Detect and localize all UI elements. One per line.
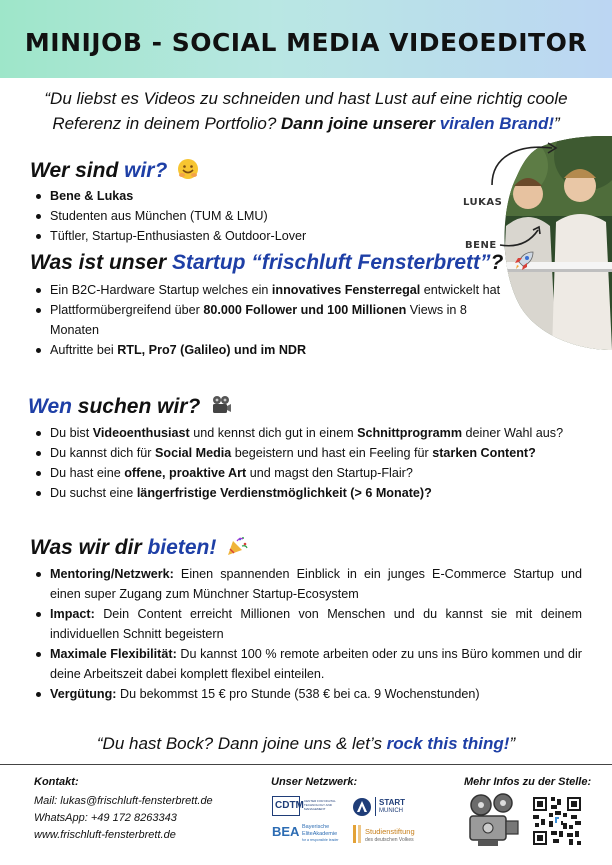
startup-item-text: Views in 8 Monaten xyxy=(50,303,467,337)
who-item-bold: Bene & Lukas xyxy=(50,189,134,203)
start-munich-icon xyxy=(352,797,372,817)
pointer-arrows xyxy=(470,130,580,260)
startup-heading xyxy=(30,250,535,278)
intro-quote xyxy=(20,86,592,136)
qr-code[interactable] xyxy=(531,795,583,847)
who-list xyxy=(34,186,474,246)
offer-item-bold: Maximale Flexibilität: xyxy=(50,647,177,661)
wanted-heading-post: suchen wir? xyxy=(71,395,201,418)
studienstiftung-text: Studienstiftung xyxy=(365,827,415,836)
intro-bold: Dann joine unserer xyxy=(281,114,440,133)
rocket-icon xyxy=(513,250,535,278)
wanted-item-bold: starken Content? xyxy=(432,446,536,460)
closing-quote xyxy=(20,734,592,754)
intro-end: ” xyxy=(554,114,560,133)
list-item xyxy=(34,340,504,360)
bea-logo-subtext-1: Bayerische xyxy=(302,824,330,830)
start-munich-subtext: MUNICH xyxy=(379,808,403,814)
startup-heading-pre: Was ist unser xyxy=(30,251,172,274)
cdtm-logo-text: CDTM xyxy=(275,800,304,811)
who-heading xyxy=(30,158,199,186)
list-item xyxy=(34,564,582,604)
bea-logo-subtext-2: EliteAkademie xyxy=(302,831,338,837)
startup-item-text: Plattformübergreifend über xyxy=(50,303,204,317)
more-info-label: Mehr Infos zu der Stelle: xyxy=(464,776,592,788)
start-munich-logo xyxy=(352,795,412,819)
startup-heading-end: ? xyxy=(490,251,504,274)
photo-label-bene: BENE xyxy=(465,240,497,251)
photo-label-lukas: LUKAS xyxy=(463,197,503,208)
startup-item-bold: 80.000 Follower und 100 Millionen xyxy=(203,303,407,317)
list-item xyxy=(34,280,504,300)
wanted-heading-highlight: Wen xyxy=(28,395,72,418)
wanted-item-text: Du hast eine xyxy=(50,466,125,480)
wanted-item-text: Du bist xyxy=(50,426,93,440)
list-item xyxy=(34,186,474,206)
wanted-item-bold: längerfristige Verdienstmöglichkeit (> 6 Monate)? xyxy=(136,486,432,500)
projector-icon xyxy=(466,793,520,849)
startup-item-bold: RTL, Pro7 (Galileo) und im NDR xyxy=(117,343,307,357)
list-item xyxy=(34,423,594,443)
party-popper-icon xyxy=(226,535,248,563)
wanted-item-bold: Videoenthusiast xyxy=(92,426,190,440)
who-item-text: Tüftler, Startup-Enthusiasten & Outdoor-Lover xyxy=(50,229,307,243)
offer-item-bold: Mentoring/Netzwerk: xyxy=(50,567,174,581)
list-item xyxy=(34,684,582,704)
startup-item-bold: innovatives Fensterregal xyxy=(271,283,421,297)
startup-item-text: Ein B2C-Hardware Startup welches ein xyxy=(50,283,272,297)
list-item xyxy=(34,206,474,226)
closing-pre: “Du hast Bock? Dann joine uns & let’s xyxy=(96,734,387,753)
closing-end: ” xyxy=(509,734,516,753)
offer-item-text: Du bekommst 15 € pro Stunde (538 € bei ca. 9 Wochenstunden) xyxy=(116,687,480,701)
wanted-item-text: deiner Wahl aus? xyxy=(462,426,564,440)
contact-label: Kontakt: xyxy=(34,776,79,788)
network-label: Unser Netzwerk: xyxy=(271,776,358,788)
startup-item-text: entwickelt hat xyxy=(420,283,501,297)
cdtm-logo xyxy=(272,796,342,818)
wanted-item-text: Du suchst eine xyxy=(50,486,137,500)
startup-heading-highlight: Startup “frischluft Fensterbrett” xyxy=(172,251,491,274)
wanted-item-text: und magst den Startup-Flair? xyxy=(246,466,413,480)
studienstiftung-logo xyxy=(352,823,422,847)
wanted-list xyxy=(34,423,594,503)
list-item xyxy=(34,226,474,246)
offer-item-text: Einen spannenden Einblick in ein junges E-Commerce Startup und einen super Zugang zum Münchner Startup-Ecosystem xyxy=(50,567,582,601)
cdtm-logo-subtext: CENTER FOR DIGITAL TECHNOLOGY AND MANAGEMENT xyxy=(304,799,336,811)
studienstiftung-icon xyxy=(352,824,362,844)
contact-mail-link[interactable]: Mail: lukas@frischluft-fensterbrett.de xyxy=(34,795,213,807)
studienstiftung-subtext: des deutschen Volkes xyxy=(365,837,414,843)
bea-logo-text: BEA xyxy=(272,824,300,839)
startup-list xyxy=(34,280,504,360)
offer-heading-highlight: bieten! xyxy=(147,536,217,559)
intro-line-1: “Du liebst es Videos zu schneiden und hast Lust auf eine richtig coole xyxy=(44,89,568,108)
smiling-face-icon xyxy=(177,158,199,186)
contact-whatsapp: WhatsApp: +49 172 8263343 xyxy=(34,812,177,824)
offer-heading xyxy=(30,535,248,563)
page-title: MINIJOB - SOCIAL MEDIA VIDEOEDITOR xyxy=(24,28,588,57)
offer-item-bold: Impact: xyxy=(50,607,95,621)
who-heading-pre: Wer sind xyxy=(30,159,125,182)
wanted-heading xyxy=(28,394,232,422)
startup-item-text: Auftritte bei xyxy=(50,343,118,357)
offer-heading-pre: Was wir dir xyxy=(30,536,148,559)
start-munich-text: START xyxy=(379,798,406,807)
wanted-item-text: begeistern und hast ein Feeling für xyxy=(231,446,433,460)
movie-camera-icon xyxy=(210,394,232,422)
who-item-text: Studenten aus München (TUM & LMU) xyxy=(50,209,268,223)
list-item xyxy=(34,443,594,463)
wanted-item-bold: Social Media xyxy=(155,446,232,460)
who-heading-highlight: wir? xyxy=(124,159,168,182)
bea-logo xyxy=(272,823,347,847)
footer-divider xyxy=(0,764,612,765)
offer-item-text: Dein Content erreicht Millionen von Menschen und du kannst sie mit deinem individuellen Schnitt begeistern xyxy=(50,607,582,641)
wanted-item-text: und kennst dich gut in einem xyxy=(189,426,358,440)
intro-line-2: Referenz in deinem Portfolio? xyxy=(52,114,281,133)
list-item xyxy=(34,300,504,340)
intro-accent: viralen Brand! xyxy=(439,114,555,133)
offer-item-text: Du kannst 100 % remote arbeiten oder zu uns ins Büro kommen und dir deine Arbeitszeit dabei komplett flexibel einteilen. xyxy=(50,647,582,681)
list-item xyxy=(34,483,594,503)
wanted-item-bold: Schnittprogramm xyxy=(357,426,463,440)
contact-website-link[interactable]: www.frischluft-fensterbrett.de xyxy=(34,829,176,841)
offer-list xyxy=(34,564,582,704)
wanted-item-text: Du kannst dich für xyxy=(50,446,155,460)
list-item xyxy=(34,604,582,644)
bea-logo-subtext-3: for a responsible leader xyxy=(302,838,339,842)
list-item xyxy=(34,463,594,483)
closing-highlight: rock this thing! xyxy=(386,734,510,753)
wanted-item-bold: offene, proaktive Art xyxy=(124,466,247,480)
list-item xyxy=(34,644,582,684)
offer-item-bold: Vergütung: xyxy=(50,687,117,701)
